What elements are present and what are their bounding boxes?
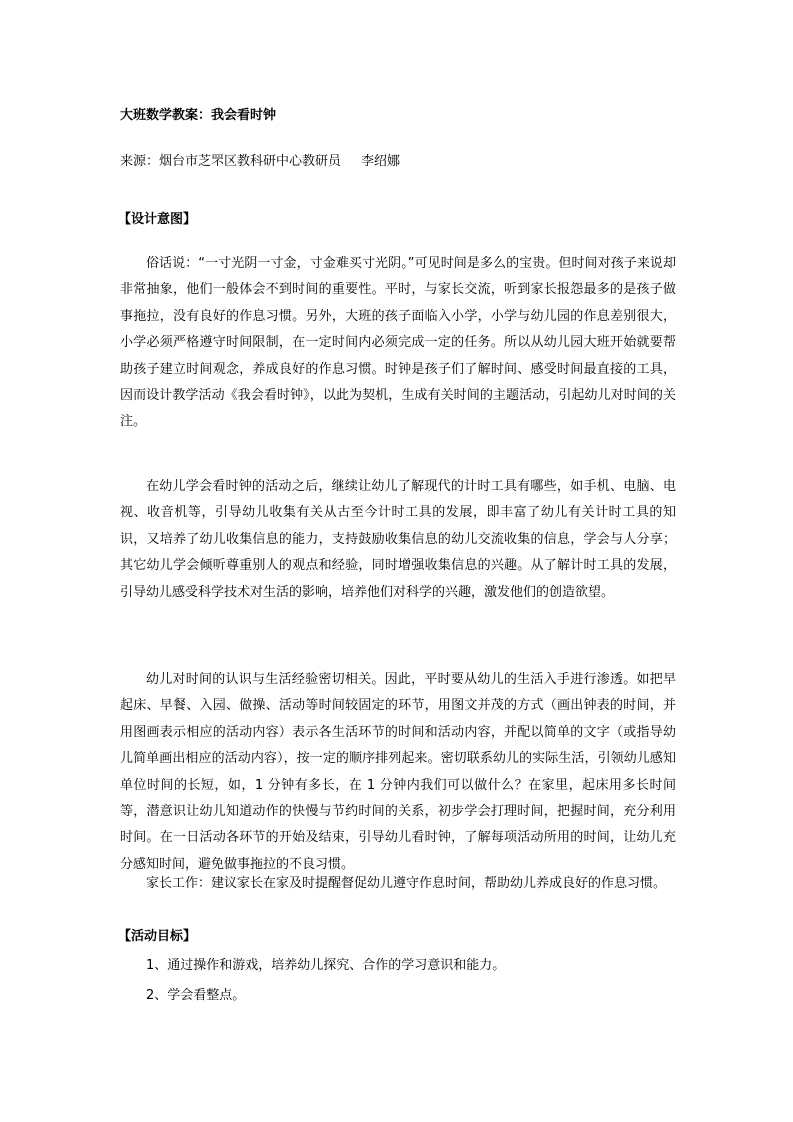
goal-item-1: 1、通过操作和游戏，培养幼儿探究、合作的学习意识和能力。	[146, 958, 506, 973]
source-author: 李绍娜	[361, 154, 401, 169]
source-label: 来源：烟台市芝罘区教科研中心教研员	[120, 154, 342, 169]
activity-goals-heading: 【活动目标】	[118, 929, 197, 944]
goal-item-2: 2、学会看整点。	[146, 988, 246, 1003]
design-intent-heading: 【设计意图】	[118, 212, 197, 227]
paragraph-3: 幼儿对时间的认识与生活经验密切相关。因此，平时要从幼儿的生活入手进行渗透。如把早起床、早餐、入园、做操、活动等时间较固定的环节，用图文并茂的方式（画出钟表的时间，并用图画表示相应的活动内容）表示各生活环节的时间和活动内容，并配以简单的文字（或指导幼儿简单画出相应的活动内容），按一定的顺序排列起来。密切联系幼儿的实际生活，引领幼儿感知单位时间的长短，如，1 分钟有多长，在 1 分钟内我们可以做什么？在家里，起床用多长时间等，潜意识让幼儿知道动作的快慢与节约时间的关系，初步学会打理时间，把握时间，充分利用时间。在一日活动各环节的开始及结束，引导幼儿看时钟，了解每项活动所用的时间，让幼儿充分感知时间，避免做事拖拉的不良习惯。	[120, 672, 676, 872]
parent-work-paragraph: 家长工作：建议家长在家及时提醒督促幼儿遵守作息时间，帮助幼儿养成良好的作息习惯。	[146, 876, 667, 891]
paragraph-1: 俗话说：“一寸光阴一寸金，寸金难买寸光阴。”可见时间是多么的宝贵。但时间对孩子来说却非常抽象，他们一般体会不到时间的重要性。平时，与家长交流，听到家长报怨最多的是孩子做事拖拉，没有良好的作息习惯。另外，大班的孩子面临入小学，小学与幼儿园的作息差别很大，小学必须严格遵守时间限制，在一定时间内必须完成一定的任务。所以从幼儿园大班开始就要帮助孩子建立时间观念，养成良好的作息习惯。时钟是孩子们了解时间、感受时间最直接的工具，因而设计教学活动《我会看时钟》，以此为契机，生成有关时间的主题活动，引起幼儿对时间的关注。	[120, 256, 676, 430]
paragraph-2: 在幼儿学会看时钟的活动之后，继续让幼儿了解现代的计时工具有哪些，如手机、电脑、电视、收音机等，引导幼儿收集有关从古至今计时工具的发展，即丰富了幼儿有关计时工具的知识，又培养了幼儿收集信息的能力，支持鼓励收集信息的幼儿交流收集的信息，学会与人分享；其它幼儿学会倾听尊重别人的观点和经验，同时增强收集信息的兴趣。从了解计时工具的发展，引导幼儿感受科学技术对生活的影响，培养他们对科学的兴趣，激发他们的创造欲望。	[120, 479, 676, 600]
source-line	[120, 150, 400, 169]
document-title: 大班数学教案：我会看时钟	[120, 108, 277, 123]
